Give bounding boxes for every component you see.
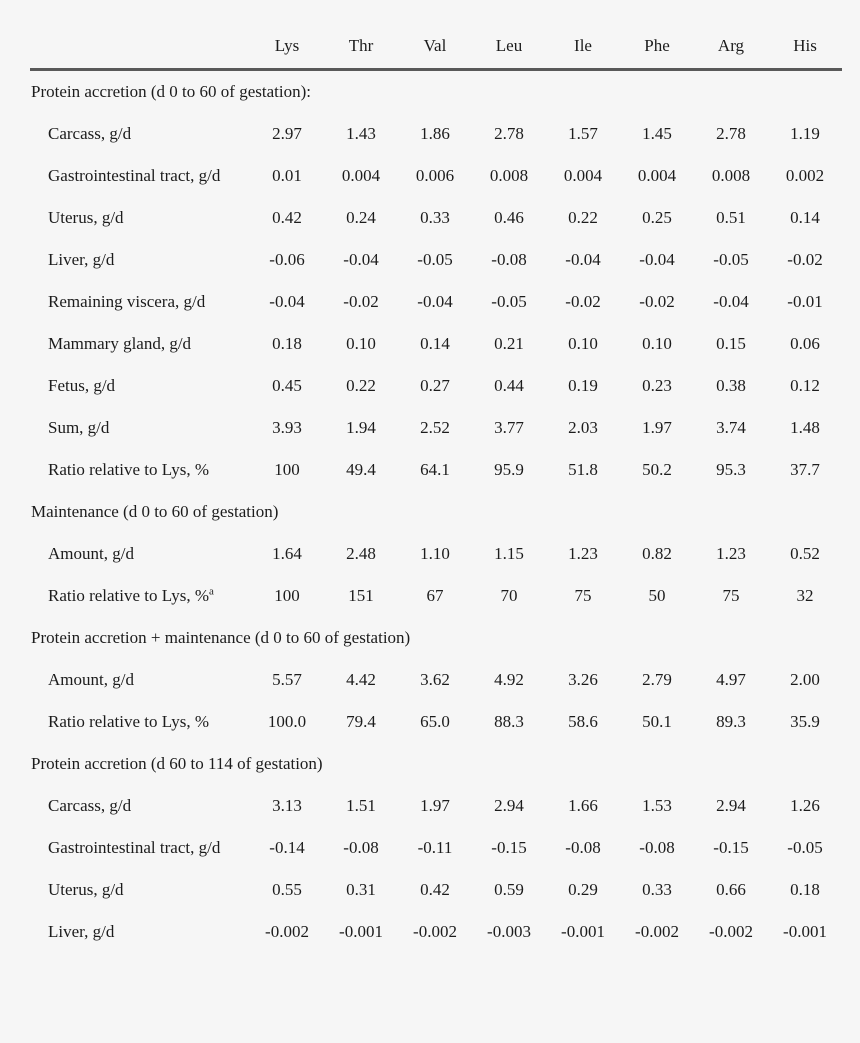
row-label [30, 869, 250, 911]
cell-value: 1.66 [568, 796, 598, 815]
column-header-thr: Thr [324, 24, 398, 70]
cell-value: 4.97 [716, 670, 746, 689]
cell-value: 0.29 [568, 880, 598, 899]
cell-value: 0.33 [642, 880, 672, 899]
cell-value: 1.23 [716, 544, 746, 563]
cell-value: 1.97 [642, 418, 672, 437]
cell-value: -0.11 [417, 838, 453, 857]
row-label-text: Remaining viscera, g/d [48, 292, 206, 311]
row-label [30, 575, 250, 617]
cell-value: 64.1 [420, 460, 450, 479]
cell-value: 1.43 [346, 124, 376, 143]
row-label [30, 407, 250, 449]
column-header-ile: Ile [546, 24, 620, 70]
cell-value: 35.9 [790, 712, 820, 731]
cell-value: 0.22 [568, 208, 598, 227]
section-header-row [30, 70, 842, 114]
cell-value: 0.59 [494, 880, 524, 899]
cell-value: 0.18 [790, 880, 820, 899]
row-label-text: Carcass, g/d [48, 796, 132, 815]
table-row [30, 281, 842, 323]
row-label-text: Gastrointestinal tract, g/d [48, 838, 221, 857]
cell-value: 100 [274, 586, 300, 605]
row-label-text: Uterus, g/d [48, 880, 124, 899]
row-label-text: Sum, g/d [48, 418, 110, 437]
cell-value: -0.04 [269, 292, 305, 311]
row-label [30, 659, 250, 701]
cell-value: 79.4 [346, 712, 376, 731]
row-label-text: Uterus, g/d [48, 208, 124, 227]
cell-value: 0.42 [272, 208, 302, 227]
cell-value: -0.02 [565, 292, 601, 311]
section-header-row [30, 743, 842, 785]
cell-value: -0.001 [339, 922, 383, 941]
table-row [30, 911, 842, 953]
cell-value: -0.15 [491, 838, 527, 857]
corner-cell [30, 24, 250, 70]
cell-value: -0.08 [343, 838, 379, 857]
row-label [30, 155, 250, 197]
cell-value: 0.51 [716, 208, 746, 227]
cell-value: 1.57 [568, 124, 598, 143]
cell-value: -0.001 [561, 922, 605, 941]
cell-value: 0.23 [642, 376, 672, 395]
section-header-label: Protein accretion (d 0 to 60 of gestation): [31, 82, 311, 101]
cell-value: -0.04 [343, 250, 379, 269]
cell-value: 2.48 [346, 544, 376, 563]
cell-value: 1.19 [790, 124, 820, 143]
cell-value: 0.19 [568, 376, 598, 395]
cell-value: 0.33 [420, 208, 450, 227]
cell-value: 0.31 [346, 880, 376, 899]
section-header-label: Maintenance (d 0 to 60 of gestation) [31, 502, 279, 521]
row-label-text: Ratio relative to Lys, % [48, 460, 209, 479]
cell-value: 1.97 [420, 796, 450, 815]
table-row [30, 197, 842, 239]
row-label [30, 197, 250, 239]
cell-value: 5.57 [272, 670, 302, 689]
row-label-text: Fetus, g/d [48, 376, 116, 395]
cell-value: -0.04 [639, 250, 675, 269]
cell-value: 2.78 [716, 124, 746, 143]
table-row [30, 869, 842, 911]
cell-value: -0.003 [487, 922, 531, 941]
cell-value: 3.13 [272, 796, 302, 815]
table-row [30, 365, 842, 407]
cell-value: 0.22 [346, 376, 376, 395]
table-row [30, 827, 842, 869]
cell-value: 0.06 [790, 334, 820, 353]
column-header-row [30, 24, 842, 70]
cell-value: 1.15 [494, 544, 524, 563]
cell-value: 1.26 [790, 796, 820, 815]
cell-value: -0.002 [265, 922, 309, 941]
cell-value: 1.48 [790, 418, 820, 437]
row-label [30, 533, 250, 575]
row-label-text: Amount, g/d [48, 544, 134, 563]
cell-value: -0.04 [713, 292, 749, 311]
cell-value: 100 [274, 460, 300, 479]
table-row [30, 155, 842, 197]
cell-value: 2.79 [642, 670, 672, 689]
cell-value: 0.27 [420, 376, 450, 395]
row-label [30, 701, 250, 743]
cell-value: 1.53 [642, 796, 672, 815]
row-label-text: Gastrointestinal tract, g/d [48, 166, 221, 185]
table-header [30, 24, 842, 70]
row-label-text: Amount, g/d [48, 670, 134, 689]
table-body [30, 70, 842, 954]
cell-value: 1.86 [420, 124, 450, 143]
cell-value: 50.1 [642, 712, 672, 731]
cell-value: 95.9 [494, 460, 524, 479]
cell-value: 0.44 [494, 376, 524, 395]
cell-value: 50.2 [642, 460, 672, 479]
column-header-phe: Phe [620, 24, 694, 70]
cell-value: 88.3 [494, 712, 524, 731]
cell-value: -0.02 [639, 292, 675, 311]
cell-value: 0.10 [642, 334, 672, 353]
table-row [30, 659, 842, 701]
cell-value: 67 [426, 586, 444, 605]
cell-value: 50 [648, 586, 666, 605]
cell-value: 0.42 [420, 880, 450, 899]
cell-value: 0.52 [790, 544, 820, 563]
cell-value: 58.6 [568, 712, 598, 731]
cell-value: -0.05 [713, 250, 749, 269]
cell-value: 3.93 [272, 418, 302, 437]
cell-value: 151 [348, 586, 374, 605]
row-label [30, 281, 250, 323]
cell-value: 1.23 [568, 544, 598, 563]
cell-value: 1.94 [346, 418, 376, 437]
cell-value: -0.02 [787, 250, 823, 269]
cell-value: 100.0 [267, 712, 307, 731]
table-row [30, 575, 842, 617]
cell-value: 51.8 [568, 460, 598, 479]
cell-value: -0.15 [713, 838, 749, 857]
cell-value: 0.002 [785, 166, 825, 185]
cell-value: 75 [722, 586, 740, 605]
cell-value: 0.14 [790, 208, 820, 227]
cell-value: 1.64 [272, 544, 302, 563]
row-label-text: Mammary gland, g/d [48, 334, 192, 353]
cell-value: 1.51 [346, 796, 376, 815]
cell-value: 0.82 [642, 544, 672, 563]
cell-value: 0.46 [494, 208, 524, 227]
cell-value: 0.008 [489, 166, 529, 185]
column-header-his: His [768, 24, 842, 70]
cell-value: 4.42 [346, 670, 376, 689]
cell-value: 2.03 [568, 418, 598, 437]
cell-value: 49.4 [346, 460, 376, 479]
row-label [30, 827, 250, 869]
column-header-val: Val [398, 24, 472, 70]
section-header-label: Protein accretion + maintenance (d 0 to 60 of gestation) [31, 628, 411, 647]
row-label [30, 911, 250, 953]
amino-acid-table-container [30, 24, 842, 953]
section-header-row [30, 491, 842, 533]
cell-value: 1.10 [420, 544, 450, 563]
cell-value: 70 [500, 586, 518, 605]
cell-value: 0.008 [711, 166, 751, 185]
cell-value: 0.21 [494, 334, 524, 353]
cell-value: 0.45 [272, 376, 302, 395]
footnote-marker: a [209, 585, 214, 598]
cell-value: 0.004 [563, 166, 603, 185]
cell-value: -0.06 [269, 250, 305, 269]
cell-value: -0.08 [491, 250, 527, 269]
cell-value: 32 [796, 586, 814, 605]
table-row [30, 323, 842, 365]
table-row [30, 239, 842, 281]
cell-value: 0.12 [790, 376, 820, 395]
row-label-text: Ratio relative to Lys, % [48, 712, 209, 731]
cell-value: 0.55 [272, 880, 302, 899]
cell-value: 2.97 [272, 124, 302, 143]
cell-value: 1.45 [642, 124, 672, 143]
cell-value: 2.52 [420, 418, 450, 437]
table-row [30, 113, 842, 155]
cell-value: -0.002 [709, 922, 753, 941]
cell-value: -0.08 [639, 838, 675, 857]
table-row [30, 407, 842, 449]
row-label [30, 113, 250, 155]
cell-value: 37.7 [790, 460, 820, 479]
cell-value: 0.66 [716, 880, 746, 899]
cell-value: 4.92 [494, 670, 524, 689]
table-row [30, 449, 842, 491]
cell-value: 75 [574, 586, 592, 605]
cell-value: 0.18 [272, 334, 302, 353]
cell-value: -0.05 [417, 250, 453, 269]
cell-value: 0.006 [415, 166, 455, 185]
section-header-label: Protein accretion (d 60 to 114 of gestation) [31, 754, 323, 773]
table-row [30, 533, 842, 575]
cell-value: 0.25 [642, 208, 672, 227]
cell-value: 2.94 [716, 796, 746, 815]
cell-value: -0.001 [783, 922, 827, 941]
cell-value: 65.0 [420, 712, 450, 731]
amino-acid-table [30, 24, 842, 953]
cell-value: 0.14 [420, 334, 450, 353]
cell-value: -0.08 [565, 838, 601, 857]
cell-value: 3.74 [716, 418, 746, 437]
cell-value: 3.77 [494, 418, 524, 437]
cell-value: 0.01 [272, 166, 302, 185]
row-label [30, 239, 250, 281]
cell-value: -0.002 [635, 922, 679, 941]
cell-value: -0.01 [787, 292, 823, 311]
row-label [30, 785, 250, 827]
cell-value: 0.15 [716, 334, 746, 353]
cell-value: -0.05 [491, 292, 527, 311]
cell-value: 0.24 [346, 208, 376, 227]
cell-value: 2.00 [790, 670, 820, 689]
cell-value: 0.004 [341, 166, 381, 185]
row-label-text: Liver, g/d [48, 250, 115, 269]
row-label-text: Liver, g/d [48, 922, 115, 941]
cell-value: 89.3 [716, 712, 746, 731]
row-label [30, 323, 250, 365]
cell-value: -0.002 [413, 922, 457, 941]
cell-value: -0.02 [343, 292, 379, 311]
cell-value: 0.10 [346, 334, 376, 353]
cell-value: 2.78 [494, 124, 524, 143]
cell-value: -0.04 [417, 292, 453, 311]
row-label [30, 365, 250, 407]
cell-value: 3.62 [420, 670, 450, 689]
column-header-leu: Leu [472, 24, 546, 70]
row-label [30, 449, 250, 491]
column-header-arg: Arg [694, 24, 768, 70]
table-row [30, 701, 842, 743]
cell-value: -0.14 [269, 838, 305, 857]
cell-value: 0.004 [637, 166, 677, 185]
cell-value: 3.26 [568, 670, 598, 689]
cell-value: -0.04 [565, 250, 601, 269]
column-header-lys: Lys [250, 24, 324, 70]
cell-value: 0.10 [568, 334, 598, 353]
cell-value: 2.94 [494, 796, 524, 815]
cell-value: -0.05 [787, 838, 823, 857]
row-label-text: Ratio relative to Lys, % [48, 586, 209, 605]
cell-value: 95.3 [716, 460, 746, 479]
table-row [30, 785, 842, 827]
row-label-text: Carcass, g/d [48, 124, 132, 143]
cell-value: 0.38 [716, 376, 746, 395]
section-header-row [30, 617, 842, 659]
